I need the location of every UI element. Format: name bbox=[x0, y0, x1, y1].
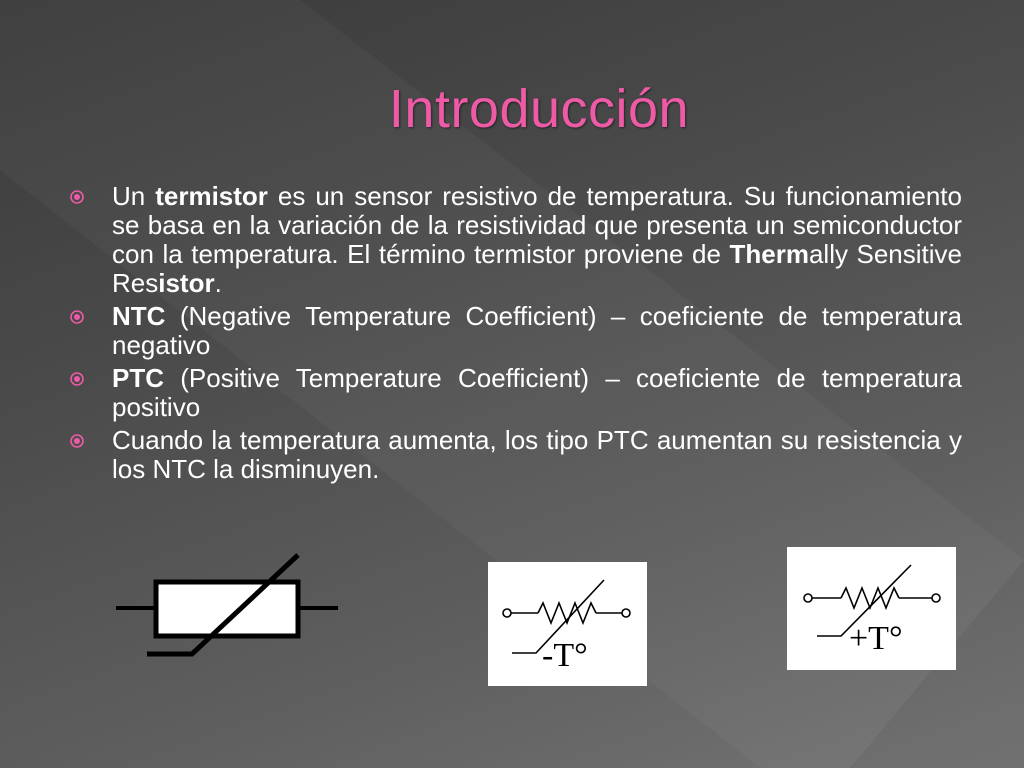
bullet-icon bbox=[70, 434, 84, 448]
bullet-text: Cuando la temperatura aumenta, los tipo PTC aumentan su resistencia y los NTC la disminuyen. bbox=[112, 425, 962, 484]
bullet-text: PTC (Positive Temperature Coefficient) – coeficiente de temperatura positivo bbox=[112, 363, 962, 422]
bullet-list bbox=[70, 182, 962, 488]
thermistor-symbol bbox=[112, 550, 344, 662]
bullet-item bbox=[70, 426, 962, 484]
bullet-icon bbox=[70, 190, 84, 204]
bullet-text: Un termistor es un sensor resistivo de temperatura. Su funcionamiento se basa en la variación de la resistividad que presenta un semiconductor con la temperatura. El término termistor proviene de Thermally Sensitive Resistor. bbox=[112, 181, 963, 298]
bullet-icon bbox=[70, 372, 84, 386]
ptc-symbol bbox=[787, 547, 956, 670]
bullet-item bbox=[70, 364, 962, 422]
bullet-text: NTC (Negative Temperature Coefficient) – coeficiente de temperatura negativo bbox=[112, 301, 962, 360]
ptc-label: +T° bbox=[849, 620, 903, 657]
bullet-item bbox=[70, 302, 962, 360]
bullet-item bbox=[70, 182, 962, 298]
slide-title: Introducción bbox=[388, 79, 690, 139]
ntc-label: -T° bbox=[542, 637, 588, 674]
bullet-icon bbox=[70, 310, 84, 324]
ntc-symbol bbox=[488, 562, 647, 686]
